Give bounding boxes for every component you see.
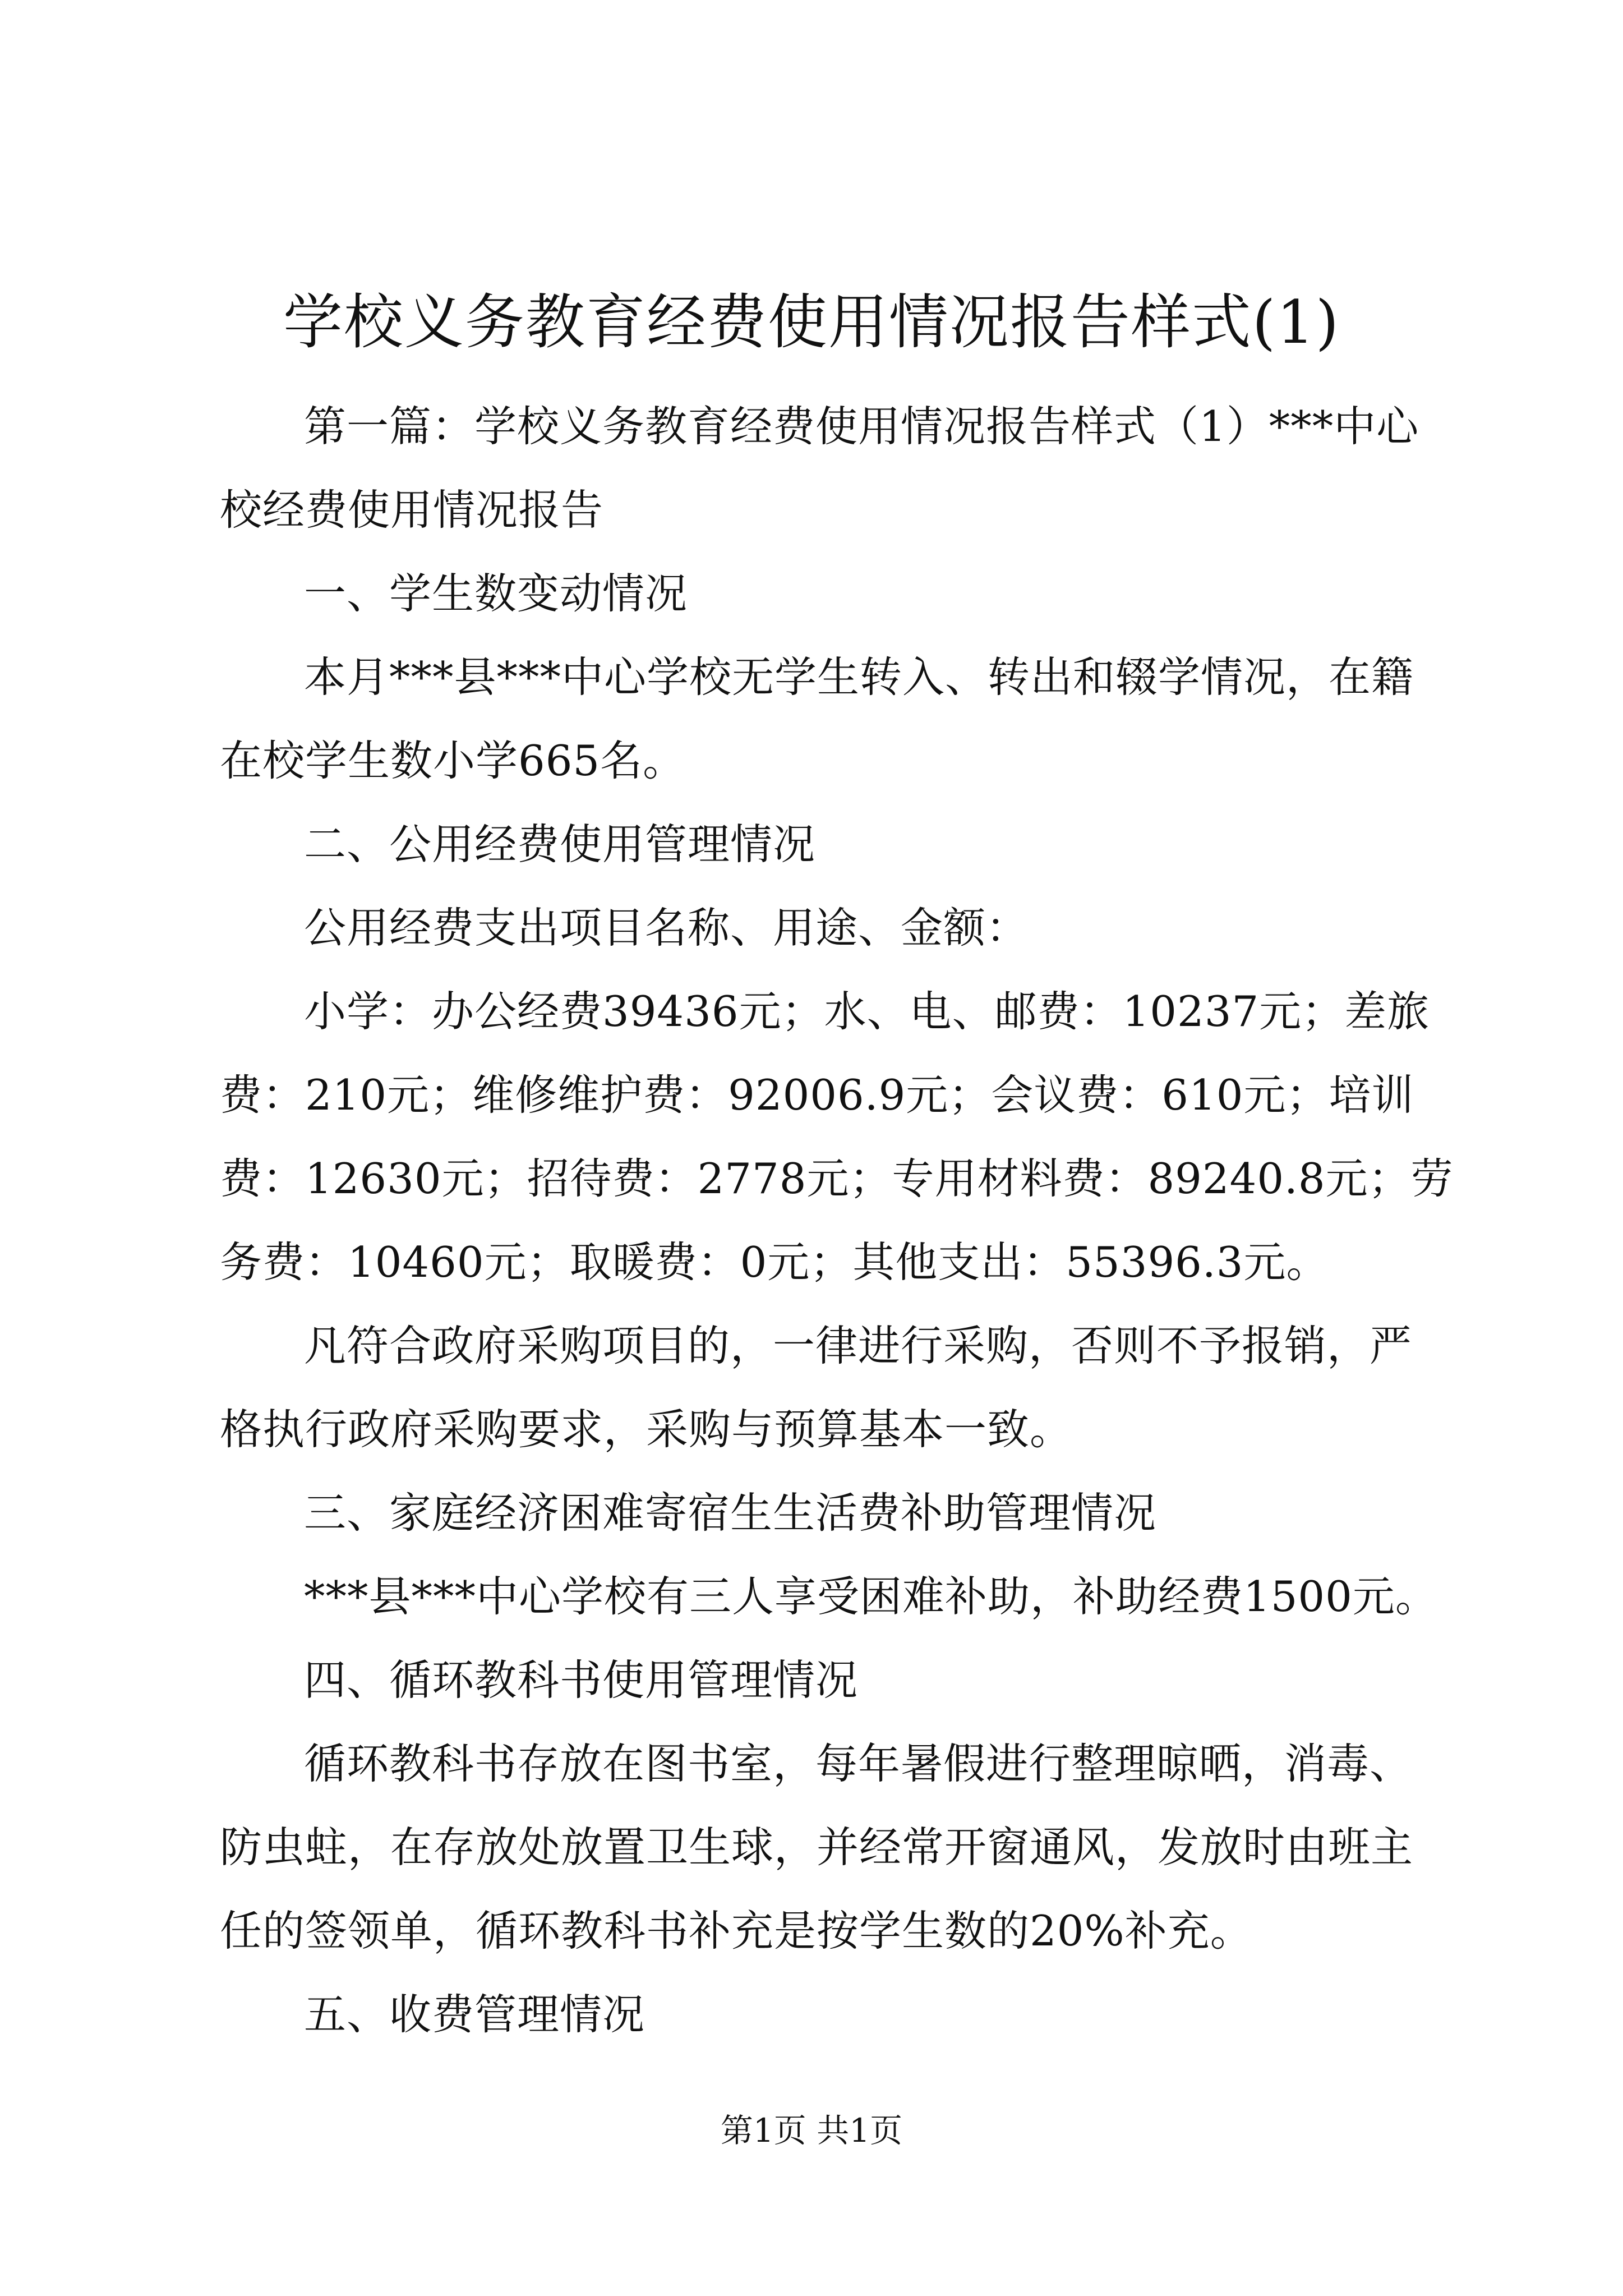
- paragraph-line-11: 格执行政府采购要求，采购与预算基本一致。: [220, 1405, 1073, 1454]
- paragraph-line-8: 费：12630元；招待费：2778元；专用材料费：89240.8元；劳: [220, 1154, 1454, 1203]
- paragraph-line-5: 公用经费支出项目名称、用途、金额：: [304, 903, 1029, 953]
- section-heading-3: 三、家庭经济困难寄宿生生活费补助管理情况: [304, 1488, 1157, 1538]
- paragraph-line-6: 小学：办公经费39436元；水、电、邮费：10237元；差旅: [304, 987, 1430, 1036]
- paragraph-line-9: 务费：10460元；取暖费：0元；其他支出：55396.3元。: [220, 1237, 1329, 1287]
- paragraph-line-3: 本月***县***中心学校无学生转入、转出和辍学情况，在籍: [304, 652, 1414, 702]
- paragraph-line-7: 费：210元；维修维护费：92006.9元；会议费：610元；培训: [220, 1070, 1414, 1120]
- document-title: 学校义务教育经费使用情况报告样式(1): [283, 288, 1340, 357]
- section-heading-4: 四、循环教科书使用管理情况: [304, 1655, 859, 1705]
- section-heading-1: 一、学生数变动情况: [304, 569, 688, 618]
- paragraph-line-10: 凡符合政府采购项目的，一律进行采购，否则不予报销，严: [304, 1321, 1413, 1370]
- paragraph-line-13: 循环教科书存放在图书室，每年暑假进行整理晾晒，消毒、: [304, 1739, 1413, 1788]
- document-body: [220, 385, 1454, 2056]
- section-heading-2: 二、公用经费使用管理情况: [304, 820, 816, 869]
- paragraph-line-12: ***县***中心学校有三人享受困难补助，补助经费1500元。: [304, 1572, 1438, 1621]
- paragraph-line-1: 第一篇：学校义务教育经费使用情况报告样式（1）***中心: [304, 402, 1419, 451]
- section-heading-5: 五、收费管理情况: [304, 1990, 645, 2039]
- paragraph-line-4: 在校学生数小学665名。: [220, 736, 686, 785]
- page-footer: 第1页 共1页: [720, 2111, 903, 2150]
- paragraph-line-14: 防虫蛀，在存放处放置卫生球，并经常开窗通风，发放时由班主: [220, 1823, 1414, 1872]
- paragraph-line-15: 任的签领单，循环教科书补充是按学生数的20%补充。: [220, 1906, 1253, 1955]
- paragraph-line-2: 校经费使用情况报告: [220, 485, 604, 535]
